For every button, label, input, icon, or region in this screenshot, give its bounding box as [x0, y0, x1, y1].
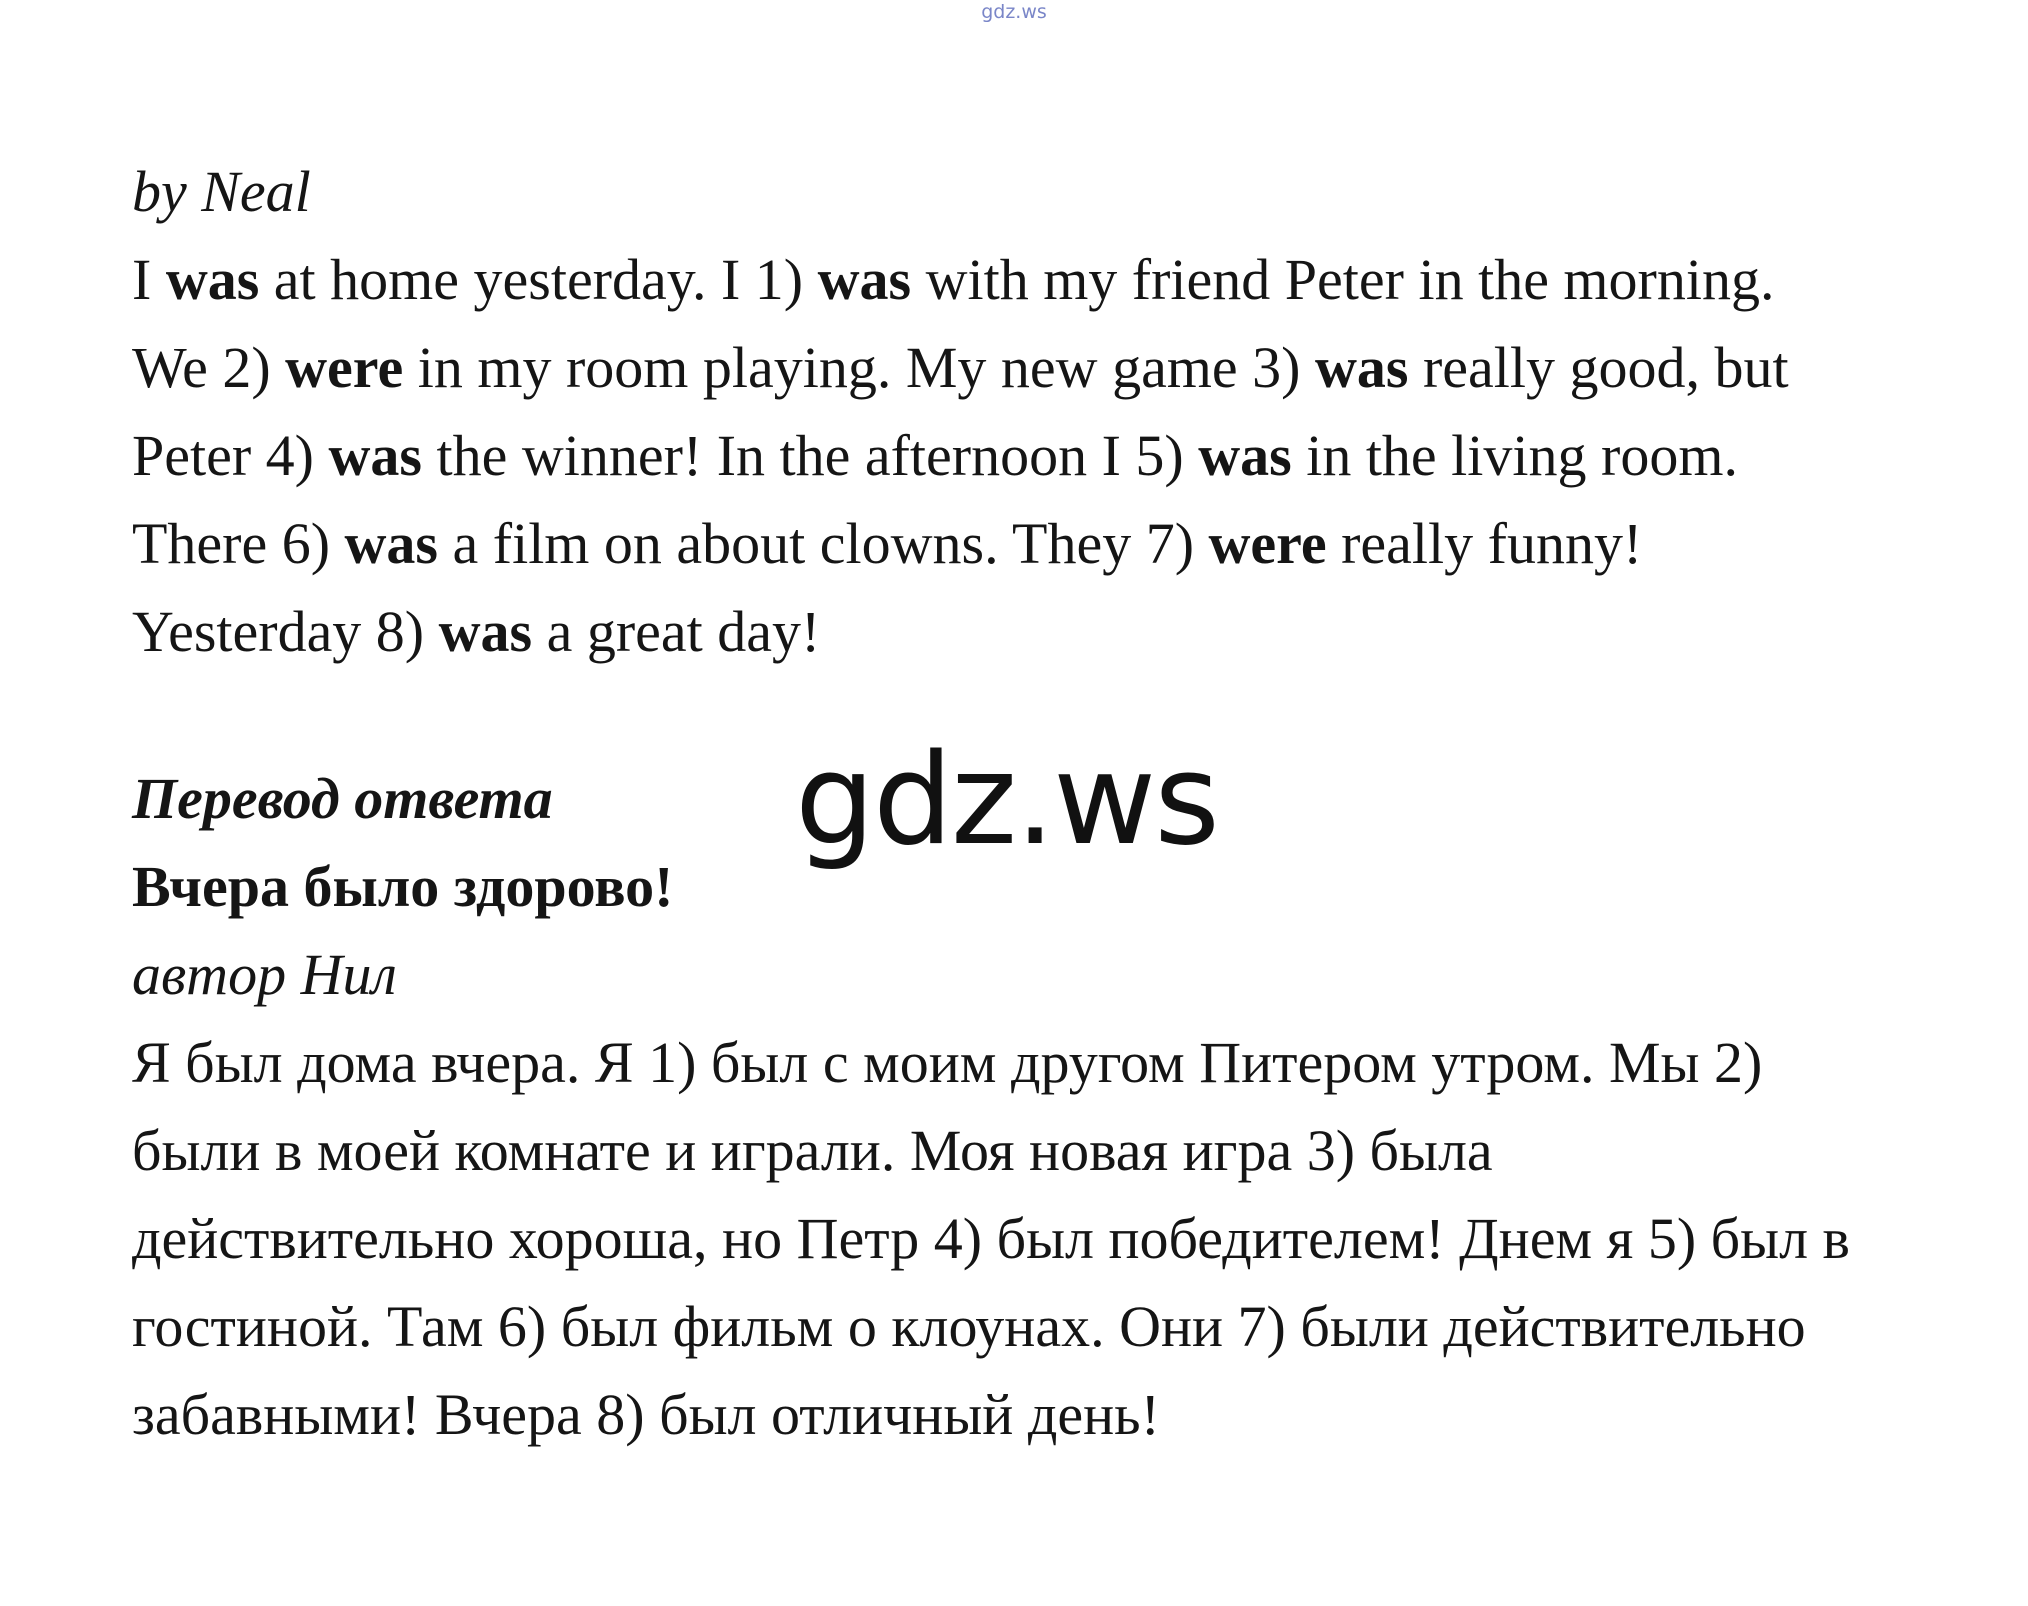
english-line	[132, 500, 1972, 588]
text-segment: Yesterday 8)	[132, 599, 439, 664]
text-segment: in the living room.	[1291, 423, 1738, 488]
answer-word: was	[1198, 423, 1292, 488]
answer-word: was	[438, 599, 533, 664]
text-segment: with my friend Peter in the morning.	[911, 247, 1775, 312]
text-segment: There 6)	[132, 511, 345, 576]
translation-heading: Перевод ответа	[132, 766, 553, 831]
english-byline: by Neal	[132, 159, 311, 224]
site-watermark-large: gdz.ws	[795, 726, 1218, 873]
answer-word: was	[328, 423, 422, 488]
text-segment: We 2)	[132, 335, 286, 400]
translation-title: Вчера было здорово!	[132, 854, 674, 919]
translation-byline: автор Нил	[132, 942, 397, 1007]
answer-word: was	[165, 247, 260, 312]
english-line	[132, 412, 1972, 500]
english-line	[132, 324, 1972, 412]
text-segment: really funny!	[1326, 511, 1643, 576]
english-line	[132, 236, 1972, 324]
answer-word: was	[817, 247, 912, 312]
translation-line: действительно хороша, но Петр 4) был победителем! Днем я 5) был в	[132, 1206, 1850, 1271]
text-segment: a great day!	[532, 599, 821, 664]
text-segment: Peter 4)	[132, 423, 329, 488]
site-watermark-small: gdz.ws	[981, 1, 1047, 23]
translation-line: Я был дома вчера. Я 1) был с моим другом Питером утром. Мы 2)	[132, 1030, 1763, 1095]
translation-line: гостиной. Там 6) был фильм о клоунах. Они 7) были действительно	[132, 1294, 1806, 1359]
translation-line: забавными! Вчера 8) был отличный день!	[132, 1382, 1160, 1447]
english-text	[132, 236, 1972, 676]
text-segment: at home yesterday. I 1)	[259, 247, 818, 312]
translation-text	[132, 1019, 1972, 1459]
answer-word: was	[344, 511, 439, 576]
text-segment: a film on about clowns. They 7)	[438, 511, 1209, 576]
answer-word: was	[1314, 335, 1409, 400]
text-segment: in my room playing. My new game 3)	[403, 335, 1315, 400]
answer-word: were	[285, 335, 404, 400]
english-line	[132, 588, 1972, 676]
text-segment: really good, but	[1408, 335, 1789, 400]
answer-word: were	[1208, 511, 1327, 576]
text-segment: the winner! In the afternoon I 5)	[421, 423, 1199, 488]
text-segment: I	[132, 247, 166, 312]
translation-line: были в моей комнате и играли. Моя новая игра 3) была	[132, 1118, 1493, 1183]
